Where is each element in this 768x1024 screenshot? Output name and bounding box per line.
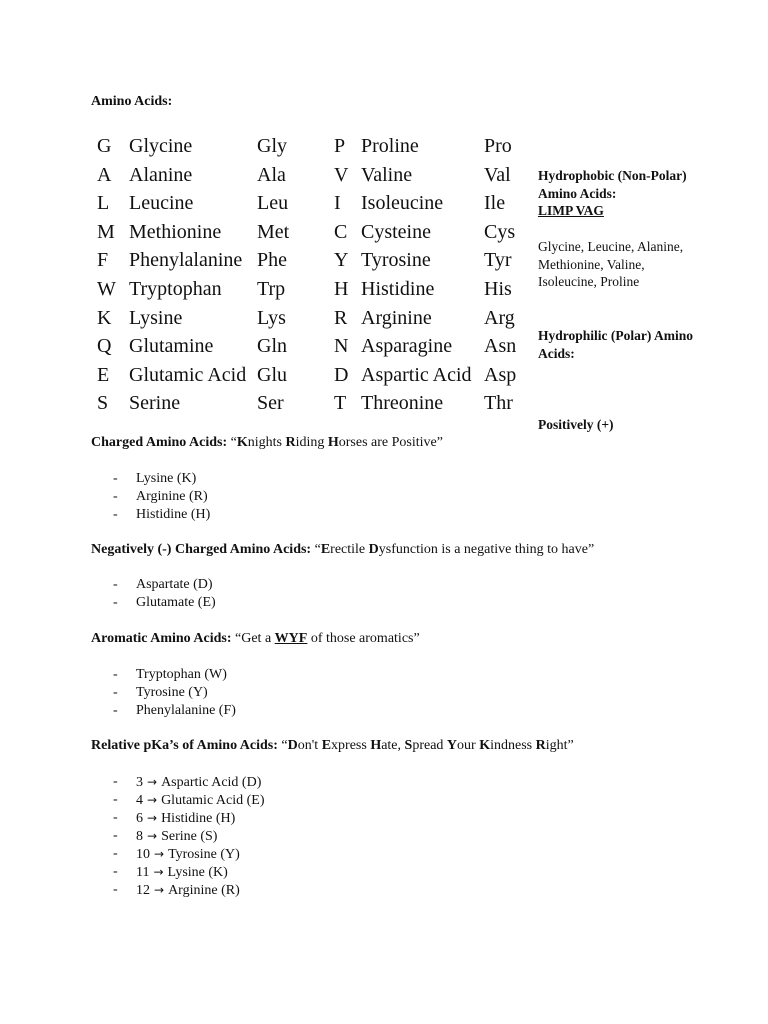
list-item: - Histidine (H) [113, 507, 211, 522]
arrow-icon: → [147, 829, 158, 843]
list-item: - Lysine (K) [113, 471, 197, 486]
aa-code: Y [334, 249, 349, 272]
aa-abbr: Leu [257, 192, 289, 215]
hydrophobic-heading: Hydrophobic (Non-Polar) Amino Acids: [538, 168, 687, 201]
aromatic-heading: Aromatic Amino Acids: “Get a WYF of those aromatics” [91, 631, 420, 646]
charged-heading: Charged Amino Acids: “Knights Riding Horses are Positive” [91, 435, 443, 450]
aa-code: D [334, 363, 349, 386]
list-item: - 10 → Tyrosine (Y) [113, 846, 240, 862]
aa-code: F [97, 249, 109, 272]
aa-code: W [97, 278, 116, 300]
aa-code: R [334, 306, 348, 329]
aa-abbr: Asp [484, 363, 517, 386]
list-item: - Phenylalanine (F) [113, 703, 236, 718]
hydrophobic-mnemonic: LIMP VAG [538, 203, 604, 218]
aa-code: P [334, 135, 346, 157]
pka-heading: Relative pKa’s of Amino Acids: “Don't Express Hate, Spread Your Kindness Right” [91, 738, 574, 753]
aa-abbr: Gln [257, 335, 287, 358]
aa-name: Glutamic Acid [129, 363, 247, 386]
aa-abbr: Gly [257, 135, 287, 157]
aa-abbr: Tyr [484, 249, 512, 272]
aa-name: Isoleucine [361, 192, 444, 215]
arrow-icon: → [154, 883, 165, 897]
list-item: - Tyrosine (Y) [113, 685, 208, 700]
list-item: - 12 → Arginine (R) [113, 882, 240, 898]
aa-name: Threonine [361, 392, 444, 415]
aa-name: Asparagine [361, 335, 453, 358]
aa-code: K [97, 306, 112, 329]
aa-code: S [97, 392, 109, 415]
aa-abbr: Glu [257, 363, 287, 386]
aa-name: Phenylalanine [129, 249, 243, 272]
hydrophilic-heading: Hydrophilic (Polar) Amino Acids: [538, 328, 694, 361]
aa-abbr: Lys [257, 306, 286, 329]
aa-name: Tryptophan [129, 278, 222, 300]
aa-name: Proline [361, 135, 419, 157]
arrow-icon: → [147, 793, 158, 807]
aa-abbr: Pro [484, 135, 512, 157]
aa-name: Lysine [129, 306, 183, 329]
pka-list [91, 773, 264, 899]
list-item: - Tryptophan (W) [113, 667, 227, 682]
negative-heading: Negatively (-) Charged Amino Acids: “Erectile Dysfunction is a negative thing to have” [91, 542, 595, 557]
aa-name: Aspartic Acid [361, 363, 472, 386]
charged-list [91, 470, 210, 524]
aa-abbr: Thr [484, 392, 513, 415]
list-item: - Arginine (R) [113, 489, 208, 504]
aa-name: Alanine [129, 163, 193, 186]
aa-name: Arginine [361, 306, 432, 329]
aa-name: Serine [129, 392, 181, 415]
aa-abbr: Met [257, 220, 290, 243]
aa-abbr: Ala [257, 163, 286, 186]
aa-code: N [334, 335, 349, 358]
list-item: - 8 → Serine (S) [113, 828, 218, 844]
aa-abbr: Cys [484, 220, 516, 243]
aromatic-list [91, 666, 236, 720]
page-title: Amino Acids: [91, 94, 173, 109]
aa-name: Cysteine [361, 220, 431, 243]
arrow-icon: → [147, 775, 158, 789]
aa-code: G [97, 135, 112, 157]
list-item: - 11 → Lysine (K) [113, 864, 228, 880]
aa-code: Q [97, 335, 112, 358]
aa-name: Leucine [129, 192, 194, 215]
arrow-icon: → [147, 811, 158, 825]
aa-code: T [334, 392, 347, 415]
aa-code: E [97, 363, 110, 386]
list-item: - Aspartate (D) [113, 577, 213, 592]
aa-code: I [334, 192, 341, 215]
aa-code: A [97, 163, 112, 186]
aromatic-mnemonic: WYF [274, 631, 308, 646]
negative-list [91, 576, 216, 612]
aa-abbr: Trp [257, 278, 286, 300]
list-item: - 3 → Aspartic Acid (D) [113, 774, 262, 790]
arrow-icon: → [154, 847, 165, 861]
aa-code: C [334, 220, 348, 243]
aa-name: Glycine [129, 135, 193, 157]
aa-name: Histidine [361, 278, 435, 300]
aa-abbr: Asn [484, 335, 517, 358]
aa-abbr: Arg [484, 306, 515, 329]
aa-abbr: Phe [257, 249, 287, 272]
hydrophobic-note [538, 167, 698, 220]
aa-code: L [97, 192, 110, 215]
arrow-icon: → [153, 865, 164, 879]
aa-name: Tyrosine [361, 249, 431, 272]
aa-abbr: Val [484, 163, 511, 186]
aa-code: M [97, 220, 115, 243]
aa-code: H [334, 278, 349, 300]
list-item: - 4 → Glutamic Acid (E) [113, 792, 265, 808]
aa-code: V [334, 163, 349, 186]
list-item: - 6 → Histidine (H) [113, 810, 236, 826]
positively-label: Positively (+) [538, 417, 614, 432]
aa-name: Methionine [129, 220, 222, 243]
aa-name: Valine [361, 163, 413, 186]
aa-abbr: His [484, 278, 512, 300]
hydrophobic-list: Glycine, Leucine, Alanine, Methionine, Valine, Isoleucine, Proline [538, 239, 684, 289]
aa-name: Glutamine [129, 335, 214, 358]
aa-abbr: Ile [484, 192, 506, 215]
list-item: - Glutamate (E) [113, 595, 216, 610]
aa-abbr: Ser [257, 392, 284, 415]
